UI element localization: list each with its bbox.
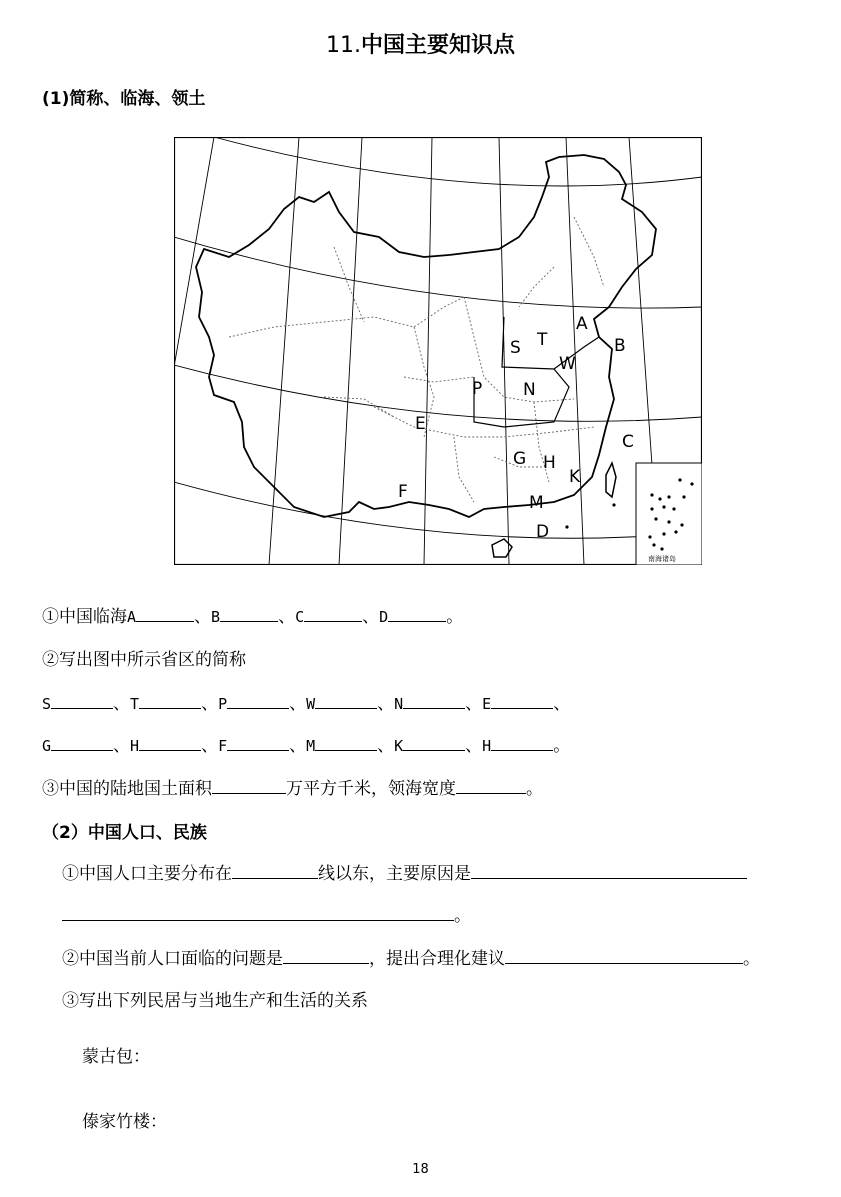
question-population-continuation: 。 <box>62 901 471 926</box>
answer-blank-k[interactable] <box>403 736 465 751</box>
answer-blank-problem[interactable] <box>283 949 369 964</box>
map-letter-s: S <box>510 338 521 358</box>
map-letter-a: A <box>576 314 588 334</box>
question-population-distribution: ①中国人口主要分布在 线以东，主要原因是 <box>62 859 747 884</box>
q1-item-a: A <box>127 608 137 626</box>
question-population-problems: ②中国当前人口面临的问题是 ，提出合理化建议 。 <box>62 949 760 969</box>
q1-item-b: B <box>211 608 221 626</box>
map-letter-e: E <box>415 414 426 434</box>
page-title <box>0 28 841 59</box>
section-heading-2: （2）中国人口、民族 <box>42 823 207 843</box>
q1-item-d: D <box>379 608 389 626</box>
answer-blank-a[interactable] <box>136 607 194 622</box>
inset-box <box>636 463 702 565</box>
answer-blank-m[interactable] <box>315 736 377 751</box>
answer-blank-sea-width[interactable] <box>456 779 526 794</box>
map-letter-b: B <box>614 336 626 356</box>
province-row-1: S 、T 、P 、W 、N 、E 、 <box>42 694 571 714</box>
answer-blank-suggestion[interactable] <box>505 949 743 964</box>
page-number: 18 <box>412 1162 429 1177</box>
answer-blank-h[interactable] <box>139 736 201 751</box>
answer-blank-w[interactable] <box>315 694 377 709</box>
map-letter-w: W <box>559 354 576 374</box>
question-provinces: ②写出图中所示省区的简称 <box>42 650 246 670</box>
section-heading-1: (1)简称、临海、领土 <box>42 89 206 109</box>
answer-blank-t[interactable] <box>139 694 201 709</box>
q1-marker: ① <box>42 607 59 627</box>
answer-blank-c[interactable] <box>304 607 362 622</box>
answer-blank-h2[interactable] <box>491 736 553 751</box>
answer-blank-reason-2[interactable] <box>62 906 454 921</box>
answer-blank-g[interactable] <box>51 736 113 751</box>
answer-blank-d[interactable] <box>388 607 446 622</box>
q1-item-c: C <box>295 608 305 626</box>
province-row-2: G 、H 、F 、M 、K 、H 。 <box>42 736 571 756</box>
dwelling-mongolian-yurt: 蒙古包： <box>82 1047 150 1067</box>
answer-blank-area[interactable] <box>212 779 286 794</box>
answer-blank-p[interactable] <box>227 694 289 709</box>
dwelling-dai-bamboo-house: 傣家竹楼： <box>82 1112 167 1132</box>
map-letter-n: N <box>523 380 536 400</box>
map-letter-f: F <box>398 482 408 502</box>
answer-blank-n[interactable] <box>403 694 465 709</box>
map-letter-k: K <box>569 467 581 487</box>
answer-blank-s[interactable] <box>51 694 113 709</box>
answer-blank-b[interactable] <box>220 607 278 622</box>
title-text: 中国主要知识点 <box>360 33 515 58</box>
map-letter-p: P <box>472 379 483 399</box>
map-letter-c: C <box>622 432 634 452</box>
question-territory: ③中国的陆地国土面积 万平方千米，领海宽度 。 <box>42 779 543 799</box>
answer-blank-f[interactable] <box>227 736 289 751</box>
china-map <box>174 137 702 565</box>
title-number: 11. <box>325 33 361 58</box>
map-letter-m: M <box>529 493 544 513</box>
answer-blank-e[interactable] <box>491 694 553 709</box>
answer-blank-reason[interactable] <box>471 864 747 879</box>
question-seas: ①中国临海A 、B 、C 、D 。 <box>42 607 464 627</box>
question-dwellings: ③写出下列民居与当地生产和生活的关系 <box>62 991 368 1011</box>
map-letter-g: G <box>513 449 527 469</box>
answer-blank-line[interactable] <box>232 864 318 879</box>
map-letter-h: H <box>543 453 556 473</box>
inset-label: 南海诸岛 <box>648 555 676 563</box>
map-letter-t: T <box>537 330 548 350</box>
map-letter-d: D <box>536 522 550 542</box>
q1-text: 中国临海 <box>59 607 127 627</box>
